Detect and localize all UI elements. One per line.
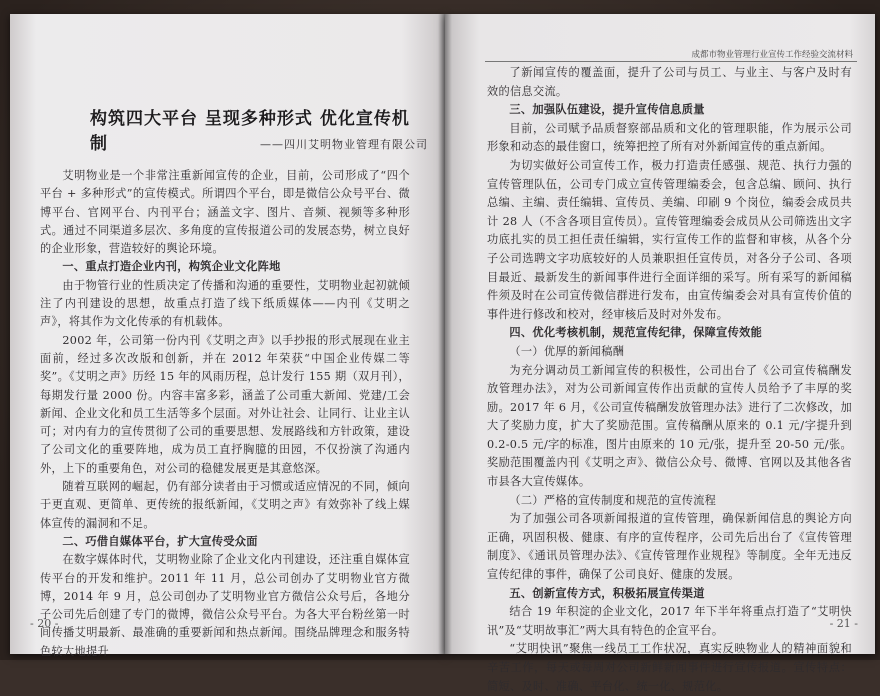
right-page-number: - 21 - <box>829 617 858 630</box>
paragraph: 为了加强公司各项新闻报道的宣传管理，确保新闻信息的舆论方向正确，巩固积极、健康、有序的宣传程序，公司先后出台了《宣传管理制度》、《通讯员管理办法》、《宣传管理作业规程》等制度。全年无违反宣传纪律的事件，确保了公司良好、健康的发展。 <box>487 512 852 582</box>
paragraph: 2002 年，公司第一份内刊《艾明之声》以手抄报的形式展现在业主面前，经过多次改版和创新，并在 2012 年荣获“中国企业传媒二等奖”。《艾明之声》历经 15 年的风雨历程，总计发行 155 期（双月刊），每期发行量 2000 份。内容丰富多彩，涵盖了公司重大新闻、党建/工会新闻、企业文化和员工生活等多个层面。对外让社会、让同行、让业主认可；对内有力的宣传贯彻了公司的重要思想、发展路线和方针政策，建设了公司文化的重要阵地，成为员工直抒胸臆的田园，不仅扮演了沟通内外，上下的重要角色，对公司的稳健发展更是其意悠深。 <box>40 333 410 475</box>
left-body <box>40 167 410 661</box>
book-gutter <box>438 14 452 654</box>
intro-paragraph: 艾明物业是一个非常注重新闻宣传的企业，目前，公司形成了“四个平台 + 多种形式”的宣传模式。所谓四个平台，即是微信公众号平台、微博平台、官网平台、内刊平台；涵盖文字、图片、音频、视频等多种形式。通过不同渠道多层次、多角度的宣传报道公司的发展态势，树立良好的企业形象，营造较好的舆论环境。 <box>40 169 410 256</box>
article-byline: ——四川艾明物业管理有限公司 <box>260 138 428 151</box>
paragraph: 了新闻宣传的覆盖面，提升了公司与员工、与业主、与客户及时有效的信息交流。 <box>487 66 852 98</box>
paragraph: 在数字媒体时代，艾明物业除了企业文化内刊建设，还注重自媒体宣传平台的开发和维护。2011 年 11 月，总公司创办了艾明物业官方微博，2014 年 9 月，总公司创办了艾明物业官方微信公众号后，各地分子公司先后创建了专门的微博，微信公众号平台。为各大平台粉丝第一时间传播艾明最新、最准确的重要新闻和热点新闻。围绕品牌理念和服务特色较大地提升 <box>40 553 410 658</box>
header-rule <box>485 61 857 62</box>
paragraph: “艾明快讯”聚焦一线员工工作状况，真实反映物业人的精神面貌和辛苦工作，每天或每周对公司新鲜新闻事件进行宣传报道。宣传特点：简短、及时、准确、平台化、统一化、规范化。 <box>487 642 852 693</box>
paragraph: 由于物管行业的性质决定了传播和沟通的重要性，艾明物业起初就倾注了内刊建设的思想，故重点打造了线下纸质媒体——内刊《艾明之声》，将其作为文化传承的有机载体。 <box>40 278 410 329</box>
section-heading-3: 三、加强队伍建设，提升宣传信息质量 <box>509 103 705 117</box>
paragraph: 为切实做好公司宣传工作，极力打造责任感强、规范、执行力强的宣传管理队伍，公司专门成立宣传管理编委会，包含总编、顾问、执行总编、主编、责任编辑、宣传员、美编、印刷 9 个岗位，编委会成员共计 28 人（不含各项目宣传员）。宣传管理编委会成员从公司筛选出文字功底扎实的员工担任责任编辑，实行宣传工作的监督和审核，从各个分子公司选聘文字功底较好的人员兼职担任宣传员，对各分子公司、各项目最近、最新发生的新闻事件进行全面详细的采写。所有采写的新闻稿件须及时在公司宣传微信群进行发布，由宣传编委会对具有宣传价值的事件进行修改和校对，经审核后及时对外发布。 <box>487 158 852 321</box>
right-body <box>487 64 852 696</box>
paragraph: 为充分调动员工新闻宣传的积极性，公司出台了《公司宣传稿酬发放管理办法》，对为公司新闻宣传作出贡献的宣传人员给予了丰厚的奖励。2017 年 6 月，《公司宣传稿酬发放管理办法》进行了二次修改，加大了奖励力度，扩大了奖励范围。宣传稿酬从原来的 0.1 元/字提升到 0.2-0.5 元/字的标准，图片由原来的 10 元/张，提升至 20-50 元/张。奖励范围覆盖内刊《艾明之声》、微信公众号、微博、官网以及其他各省市县各大宣传媒体。 <box>487 363 852 489</box>
paragraph: 结合 19 年积淀的企业文化，2017 年下半年将重点打造了“艾明快讯”及“艾明故事汇”两大具有特色的企宣平台。 <box>487 605 852 637</box>
section-heading-4: 四、优化考核机制，规范宣传纪律，保障宣传效能 <box>509 326 763 340</box>
subsection-heading-1: （一）优厚的新闻稿酬 <box>509 344 625 358</box>
subsection-heading-2: （二）严格的宣传制度和规范的宣传流程 <box>509 493 717 507</box>
section-heading-5: 五、创新宣传方式，积极拓展宣传渠道 <box>509 586 705 600</box>
paragraph: 目前，公司赋予品质督察部品质和文化的管理职能，作为展示公司形象和动态的最佳窗口，统筹把控了所有对外新闻宣传的重点新闻。 <box>487 121 852 154</box>
section-heading-1: 一、重点打造企业内刊，构筑企业文化阵地 <box>62 260 281 274</box>
paragraph: 随着互联网的崛起，仍有部分读者由于习惯或适应情况的不同，倾向于更直观、更简单、更传统的报纸新闻，《艾明之声》有效弥补了线上媒体宣传的漏洞和不足。 <box>40 480 410 530</box>
section-heading-2: 二、巧借自媒体平台，扩大宣传受众面 <box>62 534 258 548</box>
running-header: 成都市物业管理行业宣传工作经验交流材料 <box>691 50 853 60</box>
article-title: 构筑四大平台 呈现多种形式 优化宣传机制 <box>90 109 410 154</box>
left-page-number: - 20 - <box>30 617 59 630</box>
